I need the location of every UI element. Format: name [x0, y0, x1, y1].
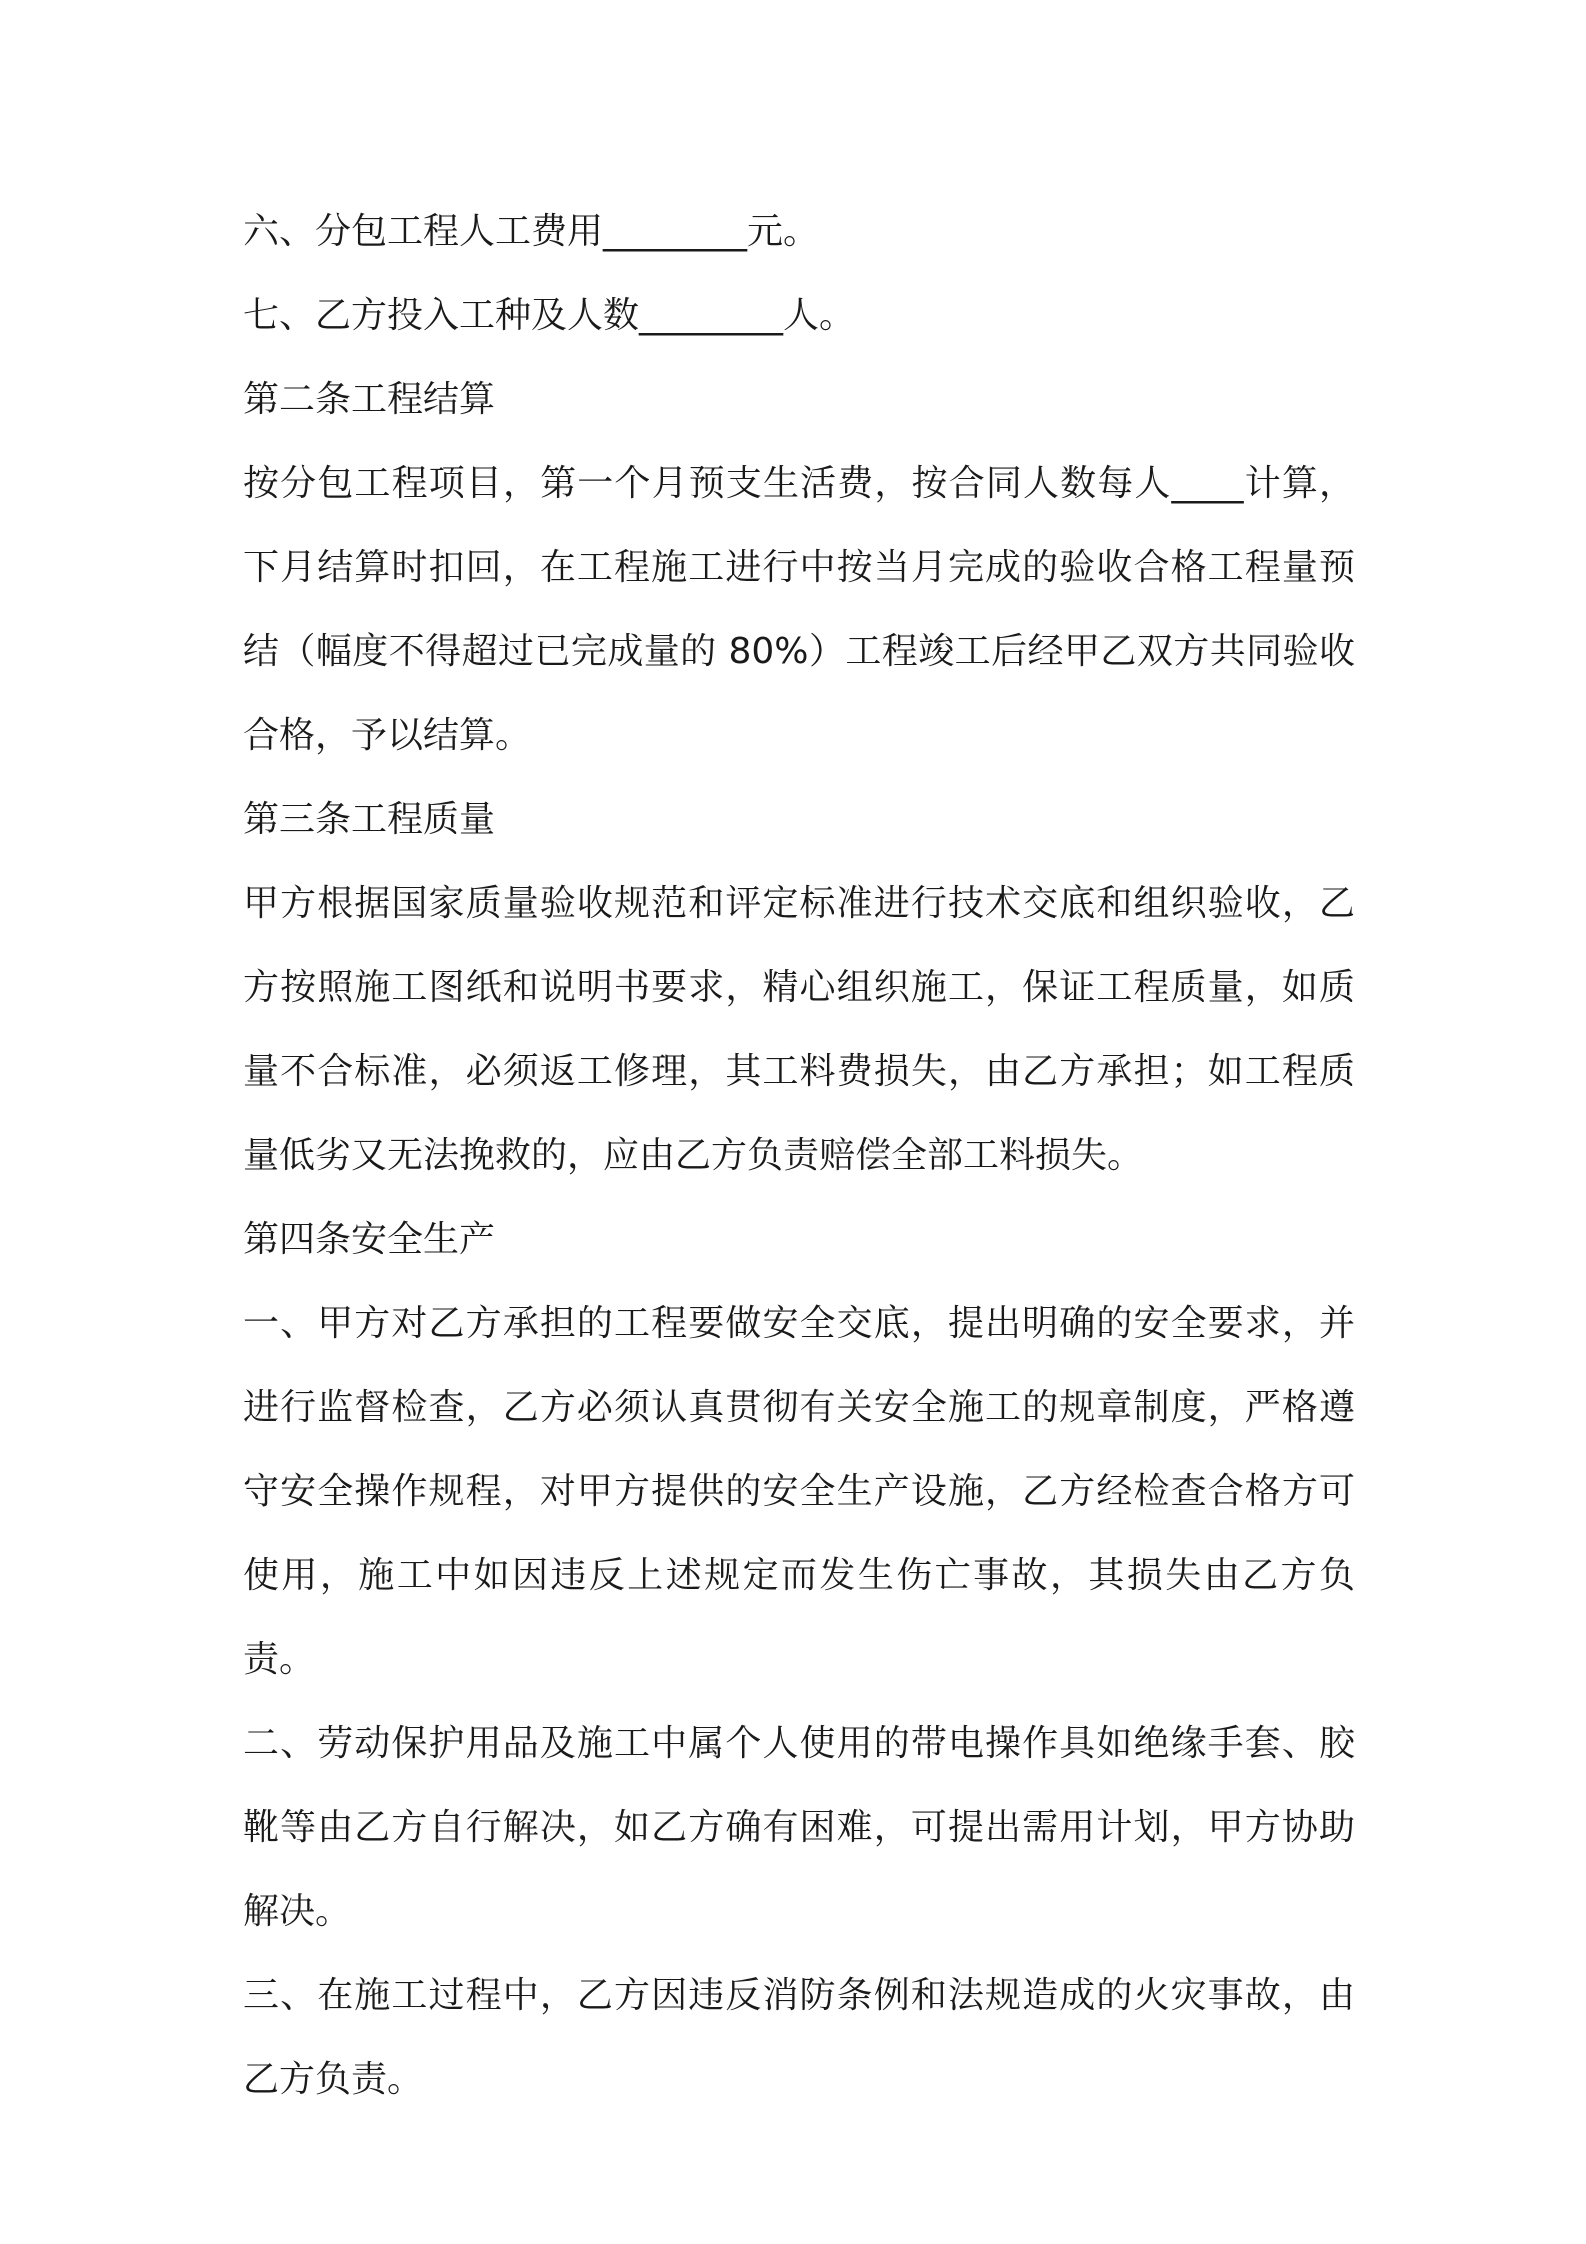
- article-four-heading: 第四条安全生产: [243, 1219, 496, 1260]
- article-two-heading: 第二条工程结算: [243, 379, 496, 420]
- safety-item-three: 三、在施工过程中，乙方因违反消防条例和法规造成的火灾事故，由乙方负责。: [243, 1975, 1355, 2100]
- item-seven-worker-count: 七、乙方投入工种及人数________人。: [243, 295, 856, 336]
- article-two-settlement-text: 按分包工程项目，第一个月预支生活费，按合同人数每人____计算，下月结算时扣回，在工程施工进行中按当月完成的验收合格工程量预结（幅度不得超过已完成量的 80%）工程竣工后经甲乙双方共同验收合格，予以结算。: [243, 463, 1355, 756]
- item-six-labor-cost: 六、分包工程人工费用________元。: [243, 211, 820, 252]
- safety-item-two: 二、劳动保护用品及施工中属个人使用的带电操作具如绝缘手套、胶靴等由乙方自行解决，如乙方确有困难，可提出需用计划，甲方协助解决。: [243, 1723, 1355, 1932]
- document-body: [243, 190, 1355, 2122]
- article-three-quality-text: 甲方根据国家质量验收规范和评定标准进行技术交底和组织验收，乙方按照施工图纸和说明书要求，精心组织施工，保证工程质量，如质量不合标准，必须返工修理，其工料费损失，由乙方承担；如工程质量低劣又无法挽救的，应由乙方负责赔偿全部工料损失。: [243, 883, 1355, 1176]
- article-three-heading: 第三条工程质量: [243, 799, 496, 840]
- safety-item-one: 一、甲方对乙方承担的工程要做安全交底，提出明确的安全要求，并进行监督检查，乙方必须认真贯彻有关安全施工的规章制度，严格遵守安全操作规程，对甲方提供的安全生产设施，乙方经检查合格方可使用，施工中如因违反上述规定而发生伤亡事故，其损失由乙方负责。: [243, 1303, 1355, 1680]
